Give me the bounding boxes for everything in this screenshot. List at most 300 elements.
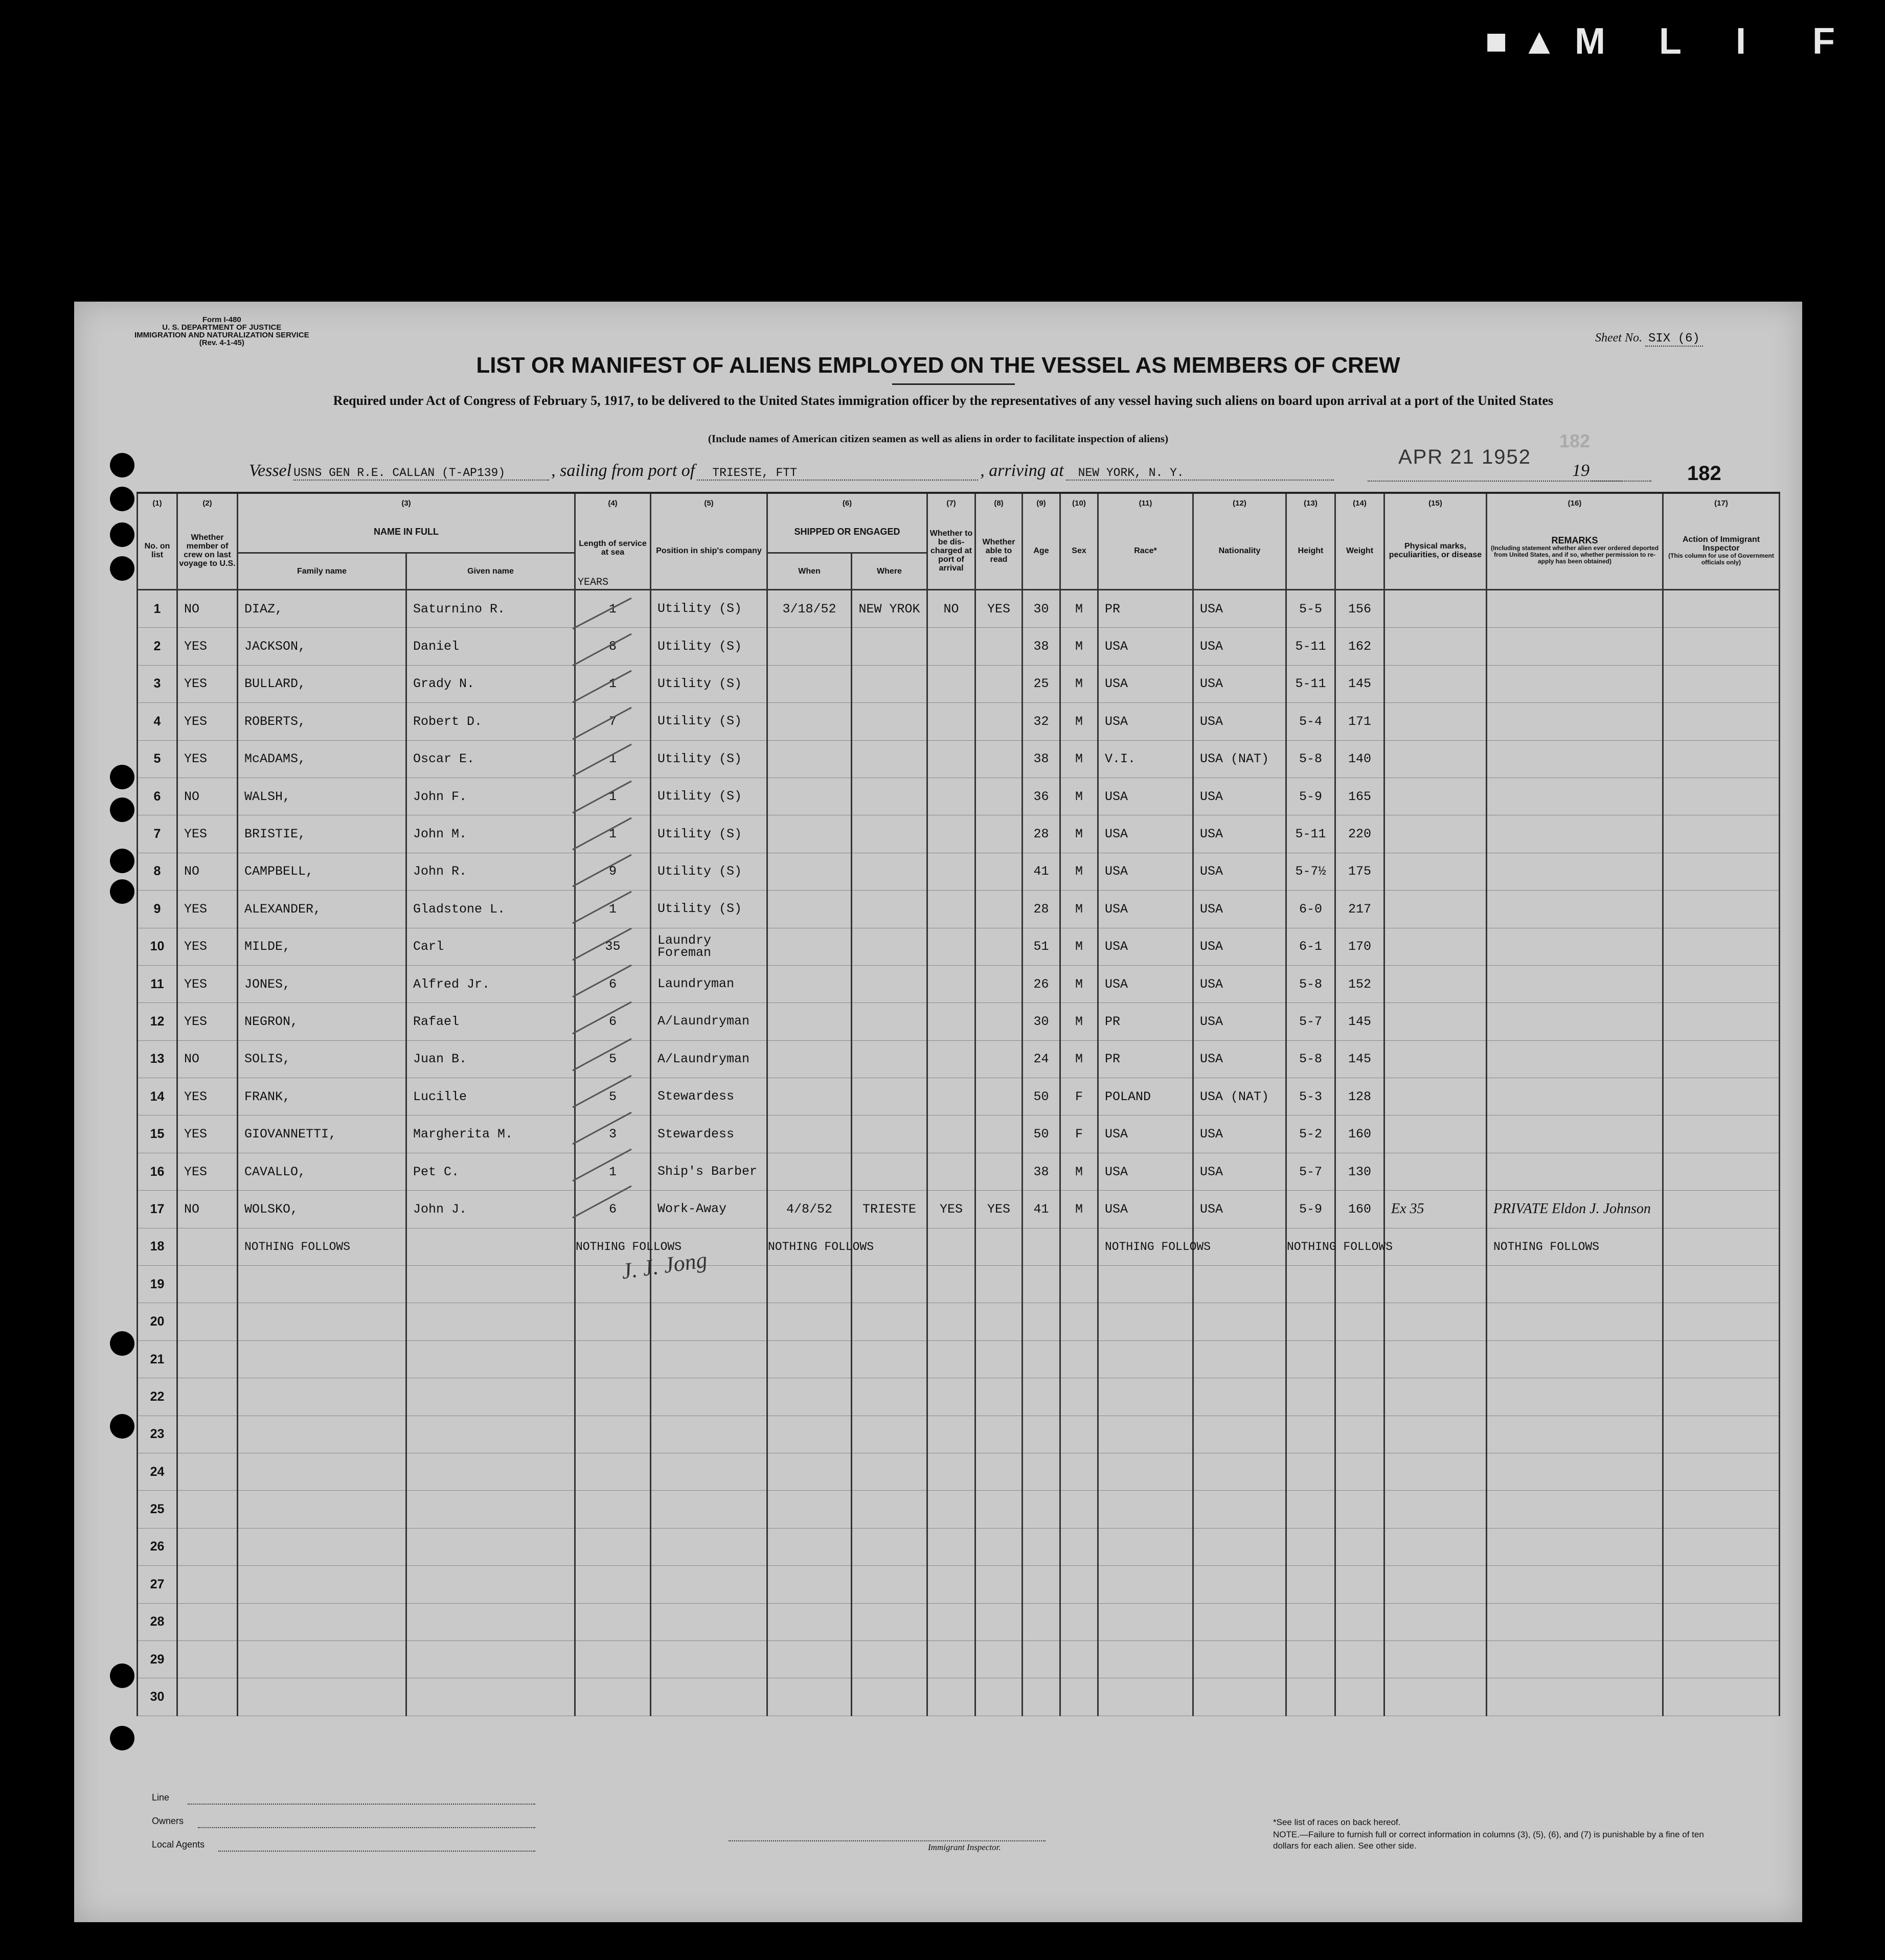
- service-years-cell: 1: [575, 778, 651, 815]
- age-cell: 25: [1023, 665, 1060, 702]
- film-letter-m: M: [1575, 21, 1605, 62]
- last-voyage-cell: YES: [177, 1078, 238, 1115]
- header-name-in-full: NAME IN FULL: [238, 512, 575, 553]
- race-cell: USA: [1098, 928, 1193, 965]
- nationality-cell: USA: [1193, 1040, 1286, 1078]
- weight-cell: 145: [1335, 1003, 1384, 1040]
- height-cell: 6-0: [1286, 891, 1335, 928]
- footer-owners-label: Owners: [152, 1816, 184, 1826]
- weight-cell: 145: [1335, 1040, 1384, 1078]
- shipped-when-cell: NOTHING FOLLOWS: [767, 1228, 852, 1265]
- sex-cell: F: [1060, 1115, 1098, 1153]
- last-voyage-cell: YES: [177, 703, 238, 740]
- weight-cell: 165: [1335, 778, 1384, 815]
- col-number: (8): [975, 493, 1023, 512]
- page-number: 182: [1687, 462, 1721, 485]
- header-inspector-action-label: Action of Immigrant Inspector: [1682, 535, 1760, 553]
- sex-cell: M: [1060, 1040, 1098, 1078]
- sex-cell: M: [1060, 1153, 1098, 1190]
- row-number: 29: [138, 1640, 177, 1678]
- height-cell: 5-8: [1286, 965, 1335, 1002]
- position-cell: Utility (S): [651, 778, 767, 815]
- last-voyage-cell: YES: [177, 740, 238, 778]
- header-family-name: Family name: [238, 553, 406, 589]
- row-number: 23: [138, 1416, 177, 1453]
- service-years-cell: 6: [575, 1191, 651, 1228]
- weight-cell: 160: [1335, 1191, 1384, 1228]
- weight-cell: 156: [1335, 590, 1384, 628]
- given-name-cell: Daniel: [406, 628, 575, 665]
- row-number: 27: [138, 1566, 177, 1603]
- film-triangle-mark: ▲: [1521, 21, 1558, 62]
- last-voyage-cell: NO: [177, 590, 238, 628]
- vessel-label: Vessel: [249, 461, 292, 480]
- age-cell: 28: [1023, 815, 1060, 853]
- position-cell: A/Laundryman: [651, 1003, 767, 1040]
- height-cell: 5-9: [1286, 1191, 1335, 1228]
- service-years-cell: NOTHING FOLLOWS: [575, 1228, 651, 1265]
- header-when: When: [767, 553, 852, 589]
- weight-cell: 145: [1335, 665, 1384, 702]
- shipped-where-cell: TRIESTE: [852, 1191, 927, 1228]
- footer-line-label: Line: [152, 1792, 170, 1803]
- header-remarks-sub: (Including statement whether alien ever ordered deported from United States, and if so, whether permission to re-apply has been obtained): [1490, 544, 1659, 565]
- header-shipped-engaged: SHIPPED OR ENGAGED: [767, 512, 927, 553]
- height-cell: 5-5: [1286, 590, 1335, 628]
- family-name-cell: NEGRON,: [238, 1003, 406, 1040]
- service-years-cell: 1: [575, 665, 651, 702]
- family-name-cell: CAMPBELL,: [238, 853, 406, 890]
- position-cell: Utility (S): [651, 740, 767, 778]
- position-cell: Laundryman: [651, 965, 767, 1002]
- last-voyage-cell: YES: [177, 891, 238, 928]
- service-years-cell: 5: [575, 1078, 651, 1115]
- last-voyage-cell: YES: [177, 1003, 238, 1040]
- sex-cell: M: [1060, 590, 1098, 628]
- last-voyage-cell: NO: [177, 778, 238, 815]
- sex-cell: M: [1060, 740, 1098, 778]
- col-number: (4): [575, 493, 651, 512]
- row-number: 15: [138, 1115, 177, 1153]
- race-cell: NOTHING FOLLOWS: [1098, 1228, 1193, 1265]
- position-cell: Utility (S): [651, 665, 767, 702]
- row-number: 9: [138, 891, 177, 928]
- row-number: 19: [138, 1266, 177, 1303]
- form-revision: (Rev. 4-1-45): [199, 338, 244, 347]
- col-number: (15): [1384, 493, 1487, 512]
- family-name-cell: JONES,: [238, 965, 406, 1002]
- race-cell: USA: [1098, 665, 1193, 702]
- nationality-cell: USA: [1193, 891, 1286, 928]
- row-number: 6: [138, 778, 177, 815]
- nationality-cell: USA: [1193, 965, 1286, 1002]
- inspector-label: Immigrant Inspector.: [928, 1842, 1001, 1852]
- nationality-cell: USA (NAT): [1193, 1078, 1286, 1115]
- row-number: 12: [138, 1003, 177, 1040]
- header-age: Age: [1023, 512, 1060, 590]
- position-cell: Work-Away: [651, 1191, 767, 1228]
- nationality-cell: USA: [1193, 1191, 1286, 1228]
- row-number: 24: [138, 1453, 177, 1490]
- family-name-cell: WALSH,: [238, 778, 406, 815]
- shipped-when-cell: 3/18/52: [767, 590, 852, 628]
- page-title: LIST OR MANIFEST OF ALIENS EMPLOYED ON THE VESSEL AS MEMBERS OF CREW: [476, 353, 1400, 378]
- arriving-value: NEW YORK, N. Y.: [1066, 466, 1334, 481]
- sailing-label: , sailing from port of: [551, 461, 695, 480]
- height-cell: 5-8: [1286, 740, 1335, 778]
- header-position: Position in ship's company: [651, 512, 767, 590]
- age-cell: 50: [1023, 1115, 1060, 1153]
- manifest-sheet: [74, 302, 1802, 1922]
- sex-cell: M: [1060, 853, 1098, 890]
- note-label: NOTE.: [1273, 1830, 1300, 1839]
- header-discharged: Whether to be dis-charged at port of arrival: [927, 512, 975, 590]
- nationality-cell: USA: [1193, 590, 1286, 628]
- shipped-where-cell: NEW YROK: [852, 590, 927, 628]
- position-cell: Stewardess: [651, 1078, 767, 1115]
- position-cell: Utility (S): [651, 628, 767, 665]
- col-number: (10): [1060, 493, 1098, 512]
- race-cell: V.I.: [1098, 740, 1193, 778]
- race-cell: USA: [1098, 1153, 1193, 1190]
- sailing-value: TRIESTE, FTT: [697, 466, 978, 481]
- given-name-cell: Juan B.: [406, 1040, 575, 1078]
- height-cell: 5-7: [1286, 1153, 1335, 1190]
- age-cell: 30: [1023, 1003, 1060, 1040]
- weight-cell: 152: [1335, 965, 1384, 1002]
- age-cell: 36: [1023, 778, 1060, 815]
- height-cell: NOTHING FOLLOWS: [1286, 1228, 1335, 1265]
- last-voyage-cell: NO: [177, 853, 238, 890]
- sheet-number-label: Sheet No.: [1595, 331, 1642, 345]
- header-remarks-label: REMARKS: [1551, 535, 1598, 545]
- age-cell: 38: [1023, 740, 1060, 778]
- race-cell: USA: [1098, 1191, 1193, 1228]
- header-nationality: Nationality: [1193, 512, 1286, 590]
- last-voyage-cell: YES: [177, 965, 238, 1002]
- row-number: 21: [138, 1340, 177, 1378]
- weight-cell: 130: [1335, 1153, 1384, 1190]
- sex-cell: M: [1060, 928, 1098, 965]
- nationality-cell: USA: [1193, 1003, 1286, 1040]
- age-cell: 28: [1023, 891, 1060, 928]
- race-cell: PR: [1098, 1003, 1193, 1040]
- footer-owners-field: [198, 1820, 535, 1828]
- row-number: 30: [138, 1678, 177, 1716]
- position-cell: Utility (S): [651, 703, 767, 740]
- sheet-number-value: SIX (6): [1645, 332, 1703, 347]
- family-name-cell: BRISTIE,: [238, 815, 406, 853]
- family-name-cell: SOLIS,: [238, 1040, 406, 1078]
- position-cell: Stewardess: [651, 1115, 767, 1153]
- races-note: *See list of races on back hereof.: [1273, 1817, 1401, 1827]
- service-years-cell: 7: [575, 703, 651, 740]
- nationality-cell: USA: [1193, 703, 1286, 740]
- film-letter-l: L: [1659, 21, 1682, 62]
- given-name-cell: John R.: [406, 853, 575, 890]
- family-name-cell: McADAMS,: [238, 740, 406, 778]
- family-name-cell: JACKSON,: [238, 628, 406, 665]
- row-number: 3: [138, 665, 177, 702]
- service-years-cell: 1: [575, 590, 651, 628]
- film-square-mark: ■: [1485, 21, 1508, 62]
- nationality-cell: USA: [1193, 815, 1286, 853]
- race-cell: USA: [1098, 891, 1193, 928]
- nationality-cell: USA: [1193, 628, 1286, 665]
- row-number: 25: [138, 1491, 177, 1528]
- last-voyage-cell: YES: [177, 665, 238, 702]
- row-number: 8: [138, 853, 177, 890]
- row-number: 7: [138, 815, 177, 853]
- weight-cell: 171: [1335, 703, 1384, 740]
- inspector-signature-line: [729, 1833, 1046, 1841]
- last-voyage-cell: YES: [177, 1115, 238, 1153]
- year-label: 19: [1572, 461, 1589, 480]
- footer-agents-label: Local Agents: [152, 1839, 205, 1850]
- weight-cell: 175: [1335, 853, 1384, 890]
- vessel-value: USNS GEN R.E. CALLAN (T-AP139): [293, 466, 549, 481]
- height-cell: 5-11: [1286, 815, 1335, 853]
- family-name-cell: MILDE,: [238, 928, 406, 965]
- family-name-cell: WOLSKO,: [238, 1191, 406, 1228]
- sex-cell: M: [1060, 965, 1098, 1002]
- nationality-cell: USA: [1193, 853, 1286, 890]
- age-cell: 38: [1023, 1153, 1060, 1190]
- given-name-cell: Grady N.: [406, 665, 575, 702]
- shipped-when-cell: 4/8/52: [767, 1191, 852, 1228]
- height-cell: 5-11: [1286, 628, 1335, 665]
- row-number: 17: [138, 1191, 177, 1228]
- family-name-cell: NOTHING FOLLOWS: [238, 1228, 406, 1265]
- fine-note: [1273, 1829, 1713, 1852]
- age-cell: 41: [1023, 853, 1060, 890]
- service-years-cell: 35: [575, 928, 651, 965]
- weight-cell: 160: [1335, 1115, 1384, 1153]
- faint-page-number: 182: [1559, 430, 1591, 451]
- height-cell: 5-7: [1286, 1003, 1335, 1040]
- include-note: (Include names of American citizen seamen as well as aliens in order to facilitate inspection of aliens): [708, 432, 1169, 445]
- given-name-cell: Carl: [406, 928, 575, 965]
- height-cell: 6-1: [1286, 928, 1335, 965]
- col-number: (17): [1663, 493, 1780, 512]
- row-number: 26: [138, 1528, 177, 1565]
- weight-cell: 128: [1335, 1078, 1384, 1115]
- height-cell: 5-2: [1286, 1115, 1335, 1153]
- age-cell: 51: [1023, 928, 1060, 965]
- age-cell: 41: [1023, 1191, 1060, 1228]
- age-cell: 38: [1023, 628, 1060, 665]
- service-tick-marks: [74, 302, 1802, 1922]
- discharge-cell: YES: [927, 1191, 975, 1228]
- given-name-cell: Pet C.: [406, 1153, 575, 1190]
- race-cell: USA: [1098, 965, 1193, 1002]
- col-number: (2): [177, 493, 238, 512]
- race-cell: USA: [1098, 703, 1193, 740]
- sex-cell: M: [1060, 1191, 1098, 1228]
- family-name-cell: CAVALLO,: [238, 1153, 406, 1190]
- race-cell: PR: [1098, 590, 1193, 628]
- position-cell: Laundry Foreman: [651, 928, 767, 965]
- form-number: Form I-480: [202, 315, 241, 324]
- age-cell: 50: [1023, 1078, 1060, 1115]
- given-name-cell: Margherita M.: [406, 1115, 575, 1153]
- service-years-cell: 9: [575, 853, 651, 890]
- height-cell: 5-9: [1286, 778, 1335, 815]
- row-number: 20: [138, 1303, 177, 1340]
- service-years-cell: 6: [575, 965, 651, 1002]
- header-inspector-action-sub: (This column for use of Government officials only): [1668, 552, 1774, 566]
- given-name-cell: Rafael: [406, 1003, 575, 1040]
- header-sex: Sex: [1060, 512, 1098, 590]
- age-cell: 24: [1023, 1040, 1060, 1078]
- row-number: 11: [138, 965, 177, 1002]
- given-name-cell: John J.: [406, 1191, 575, 1228]
- race-cell: USA: [1098, 1115, 1193, 1153]
- height-cell: 5-8: [1286, 1040, 1335, 1078]
- weight-cell: 217: [1335, 891, 1384, 928]
- header-weight: Weight: [1335, 512, 1384, 590]
- header-race: Race*: [1098, 512, 1193, 590]
- row-number: 10: [138, 928, 177, 965]
- nationality-cell: USA: [1193, 778, 1286, 815]
- given-name-cell: Alfred Jr.: [406, 965, 575, 1002]
- service-years-cell: 8: [575, 628, 651, 665]
- nationality-cell: USA (NAT): [1193, 740, 1286, 778]
- position-cell: Utility (S): [651, 815, 767, 853]
- sex-cell: M: [1060, 815, 1098, 853]
- col-number: (11): [1098, 493, 1193, 512]
- age-cell: 26: [1023, 965, 1060, 1002]
- race-cell: USA: [1098, 815, 1193, 853]
- header-length-of-service-label: Length of service at sea: [579, 539, 647, 557]
- col-number: (7): [927, 493, 975, 512]
- department-name: U. S. DEPARTMENT OF JUSTICE: [162, 323, 282, 332]
- given-name-cell: Lucille: [406, 1078, 575, 1115]
- row-number: 2: [138, 628, 177, 665]
- film-letter-i: I: [1736, 21, 1746, 62]
- remarks-cell: NOTHING FOLLOWS: [1487, 1228, 1663, 1265]
- film-letter-f: F: [1812, 21, 1835, 62]
- col-number: (9): [1023, 493, 1060, 512]
- row-number: 4: [138, 703, 177, 740]
- sex-cell: F: [1060, 1078, 1098, 1115]
- height-cell: 5-4: [1286, 703, 1335, 740]
- row-number: 18: [138, 1228, 177, 1265]
- service-name: IMMIGRATION AND NATURALIZATION SERVICE: [134, 331, 309, 339]
- given-name-cell: John F.: [406, 778, 575, 815]
- header-height: Height: [1286, 512, 1335, 590]
- header-where: Where: [852, 553, 927, 589]
- given-name-cell: Robert D.: [406, 703, 575, 740]
- row-number: 22: [138, 1378, 177, 1416]
- last-voyage-cell: YES: [177, 815, 238, 853]
- able-to-read-cell: YES: [975, 590, 1023, 628]
- col-number: (1): [138, 493, 177, 512]
- position-cell: Utility (S): [651, 590, 767, 628]
- legal-requirement: Required under Act of Congress of February 5, 1917, to be delivered to the United States immigration officer by the representatives of any vessel having such aliens on board upon arrival at a port of the United States: [333, 393, 1554, 408]
- weight-cell: 220: [1335, 815, 1384, 853]
- nationality-cell: USA: [1193, 1153, 1286, 1190]
- physical-marks-cell: Ex 35: [1384, 1191, 1487, 1228]
- col-number: (13): [1286, 493, 1335, 512]
- able-to-read-cell: YES: [975, 1191, 1023, 1228]
- header-able-to-read: Whether able to read: [975, 512, 1023, 590]
- sex-cell: M: [1060, 665, 1098, 702]
- header-physical-marks: Physical marks, peculiarities, or disease: [1384, 512, 1487, 590]
- nationality-cell: USA: [1193, 1115, 1286, 1153]
- row-number: 16: [138, 1153, 177, 1190]
- service-years-cell: 3: [575, 1115, 651, 1153]
- given-name-cell: John M.: [406, 815, 575, 853]
- remarks-cell: PRIVATE Eldon J. Johnson: [1487, 1191, 1663, 1228]
- last-voyage-cell: YES: [177, 628, 238, 665]
- race-cell: USA: [1098, 628, 1193, 665]
- sex-cell: M: [1060, 1003, 1098, 1040]
- last-voyage-cell: YES: [177, 928, 238, 965]
- header-given-name: Given name: [406, 553, 575, 589]
- height-cell: 5-11: [1286, 665, 1335, 702]
- service-years-cell: 1: [575, 740, 651, 778]
- family-name-cell: ROBERTS,: [238, 703, 406, 740]
- sex-cell: M: [1060, 778, 1098, 815]
- last-voyage-cell: NO: [177, 1040, 238, 1078]
- sex-cell: M: [1060, 703, 1098, 740]
- col-number: (16): [1487, 493, 1663, 512]
- row-number: 5: [138, 740, 177, 778]
- sex-cell: M: [1060, 628, 1098, 665]
- height-cell: 5-7½: [1286, 853, 1335, 890]
- race-cell: POLAND: [1098, 1078, 1193, 1115]
- service-years-cell: 1: [575, 815, 651, 853]
- date-stamp: APR 21 1952: [1398, 446, 1531, 468]
- last-voyage-cell: YES: [177, 1153, 238, 1190]
- row-number: 14: [138, 1078, 177, 1115]
- age-cell: 30: [1023, 590, 1060, 628]
- weight-cell: 162: [1335, 628, 1384, 665]
- header-last-voyage: Whether member of crew on last voyage to U.S.: [177, 512, 238, 590]
- row-number: 13: [138, 1040, 177, 1078]
- handwritten-signature: J. J. Jong: [620, 1247, 709, 1284]
- col-number: (6): [767, 493, 927, 512]
- row-number: 1: [138, 590, 177, 628]
- footer-agents-field: [218, 1843, 535, 1852]
- family-name-cell: FRANK,: [238, 1078, 406, 1115]
- note-text: —Failure to furnish full or correct information in columns (3), (5), (6), and (7) is punishable by a fine of ten dollars for each alien. See other side.: [1273, 1830, 1704, 1851]
- nationality-cell: USA: [1193, 665, 1286, 702]
- family-name-cell: GIOVANNETTI,: [238, 1115, 406, 1153]
- service-years-cell: 1: [575, 891, 651, 928]
- years-unit: YEARS: [578, 577, 609, 588]
- row-number: 28: [138, 1603, 177, 1640]
- family-name-cell: ALEXANDER,: [238, 891, 406, 928]
- given-name-cell: Saturnino R.: [406, 590, 575, 628]
- nationality-cell: USA: [1193, 928, 1286, 965]
- family-name-cell: BULLARD,: [238, 665, 406, 702]
- col-number: (3): [238, 493, 575, 512]
- given-name-cell: Gladstone L.: [406, 891, 575, 928]
- age-cell: 32: [1023, 703, 1060, 740]
- service-years-cell: 6: [575, 1003, 651, 1040]
- service-years-cell: 5: [575, 1040, 651, 1078]
- footer-line-field: [188, 1796, 535, 1805]
- col-number: (14): [1335, 493, 1384, 512]
- service-years-cell: 1: [575, 1153, 651, 1190]
- arriving-label: , arriving at: [980, 461, 1064, 480]
- position-cell: A/Laundryman: [651, 1040, 767, 1078]
- race-cell: USA: [1098, 778, 1193, 815]
- discharge-cell: NO: [927, 590, 975, 628]
- race-cell: PR: [1098, 1040, 1193, 1078]
